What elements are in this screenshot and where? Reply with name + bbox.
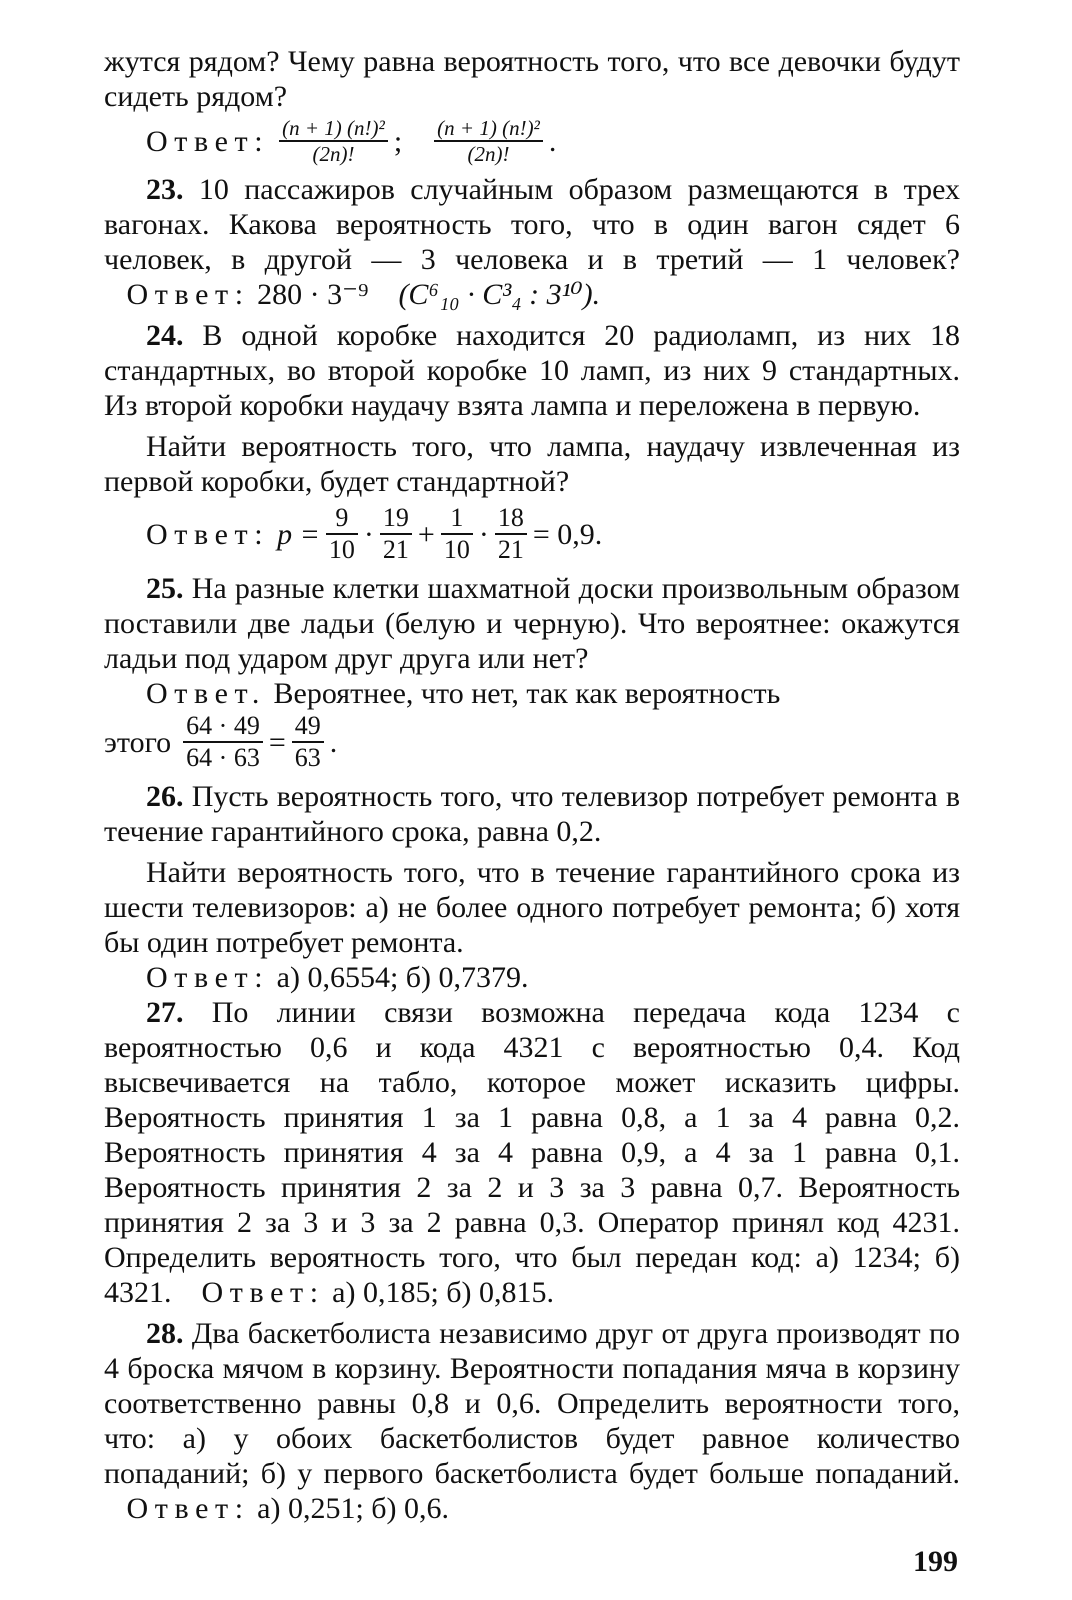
denominator: (2n)! (312, 142, 355, 166)
answer-value: а) 0,6554; б) 0,7379. (276, 961, 529, 994)
denominator: 21 (497, 535, 524, 564)
problem-number: 28. (146, 1317, 184, 1350)
fraction (279, 116, 388, 166)
numerator: (n + 1) (n!)² (437, 116, 540, 140)
problem-24 (104, 318, 960, 423)
denominator: 10 (328, 535, 355, 564)
answer-label: Ответ: (126, 278, 250, 311)
numerator: 1 (450, 503, 464, 532)
answer-25-formula (104, 711, 960, 773)
answer-label: Ответ: (201, 1276, 325, 1309)
problem-26 (104, 779, 960, 849)
problem-number: 25. (146, 572, 184, 605)
intro-text: жутся рядом? Чему равна вероятность того, что все девочки будут сидеть рядом? (104, 45, 960, 113)
answer-formula: (C⁶₁₀ · C³₄ : 3¹⁰). (398, 278, 601, 311)
answer-label: Ответ. (146, 677, 267, 710)
period: . (329, 725, 338, 759)
page-number: 199 (913, 1545, 958, 1578)
fraction (380, 503, 412, 565)
equals-sign: = (268, 725, 286, 759)
problem-text: Пусть вероятность того, что телевизор потребует ремонта в течение гарантийного срока, равна 0,2. (104, 780, 961, 848)
answer-label: Ответ: (146, 961, 270, 994)
multiply-sign: · (478, 517, 489, 551)
numerator: 19 (382, 503, 409, 532)
denominator: 63 (294, 743, 321, 772)
fraction (495, 503, 527, 565)
answer-value: а) 0,185; б) 0,815. (332, 1276, 555, 1309)
answer-24 (146, 503, 960, 565)
period: . (548, 124, 557, 158)
fraction (434, 116, 543, 166)
problem-23 (104, 172, 960, 312)
answer-word: этого (104, 725, 172, 759)
numerator: (n + 1) (n!)² (282, 116, 385, 140)
answer-text: Вероятнее, что нет, так как вероятность (273, 677, 781, 710)
answer-value: а) 0,251; б) 0,6. (257, 1492, 450, 1525)
multiply-sign: · (363, 517, 374, 551)
numerator: 64 · 49 (186, 711, 260, 740)
problem-text: В одной коробке находится 20 радиоламп, из них 18 стандартных, во второй коробке 10 ламп, из них 9 стандартных. Из второй коробки наудачу взята лампа и переложена в первую. (104, 319, 961, 422)
problem-number: 27. (146, 996, 184, 1029)
answer-value: 280 · 3⁻⁹ (257, 278, 369, 311)
answer-label: Ответ: (126, 1492, 250, 1525)
problem-27 (104, 995, 960, 1310)
problem-26-question: Найти вероятность того, что в течение гарантийного срока из шести телевизоров: а) не более одного потребует ремонта; б) хотя бы один потребует ремонта. (104, 856, 960, 959)
answer-result: = 0,9. (532, 517, 603, 551)
problem-text: По линии связи возможна передача кода 1234 с вероятностью 0,6 и кода 4321 с вероятностью 0,4. Код высвечивается на табло, которое может исказить цифры. Вероятность принятия 1 за 1 равна 0,8, а 1 за 4 равна 0,2. Вероятность принятия 4 за 4 равна 0,9, а 4 за 1 равна 0,1. Вероятность принятия 2 за 2 и 3 за 3 равна 0,7. Вероятность принятия 2 за 3 и 3 за 2 равна 0,3. Оператор принял код 4231. Определить вероятность того, что был передан код: а) 1234; б) 4321. (104, 996, 960, 1309)
problem-28 (104, 1316, 960, 1526)
answer-22 (146, 116, 960, 166)
fraction (441, 503, 473, 565)
problem-text: Два баскетболиста независимо друг от друга производят по 4 броска мячом в корзину. Вероятности попадания мяча в корзину соответственно равны 0,8 и 0,6. Определить вероятности того, что: а) у обоих баскетболистов будет равное количество попаданий; б) у первого баскетболиста будет больше попаданий. (104, 1317, 961, 1490)
numerator: 49 (294, 711, 321, 740)
denominator: 64 · 63 (186, 743, 260, 772)
numerator: 9 (335, 503, 349, 532)
answer-label: Ответ: (146, 517, 270, 551)
problem-number: 24. (146, 319, 184, 352)
fraction (326, 503, 358, 565)
fraction (292, 711, 324, 773)
answer-prefix: p = (277, 517, 320, 551)
answer-label: Ответ: (146, 124, 270, 158)
problem-text: 10 пассажиров случайным образом размещаются в трех вагонах. Какова вероятность того, что в один вагон сядет 6 человек, в другой — 3 человека и в третий — 1 человек? (104, 173, 960, 276)
problem-number: 26. (146, 780, 184, 813)
problem-26-answer (104, 960, 960, 995)
problem-text: На разные клетки шахматной доски произвольным образом поставили две ладьи (белую и черную). Что вероятнее: окажутся ладьи под ударом друг друга или нет? (104, 572, 960, 675)
denominator: 10 (443, 535, 470, 564)
numerator: 18 (497, 503, 524, 532)
problem-25 (104, 571, 960, 676)
problem-24-question: Найти вероятность того, что лампа, наудачу извлеченная из первой коробки, будет стандартной? (104, 430, 960, 498)
problem-25-answer (104, 676, 960, 711)
separator: ; (393, 124, 403, 158)
problem-number: 23. (146, 173, 184, 206)
fraction (183, 711, 263, 773)
denominator: 21 (382, 535, 409, 564)
plus-sign: + (417, 517, 435, 551)
denominator: (2n)! (467, 142, 510, 166)
